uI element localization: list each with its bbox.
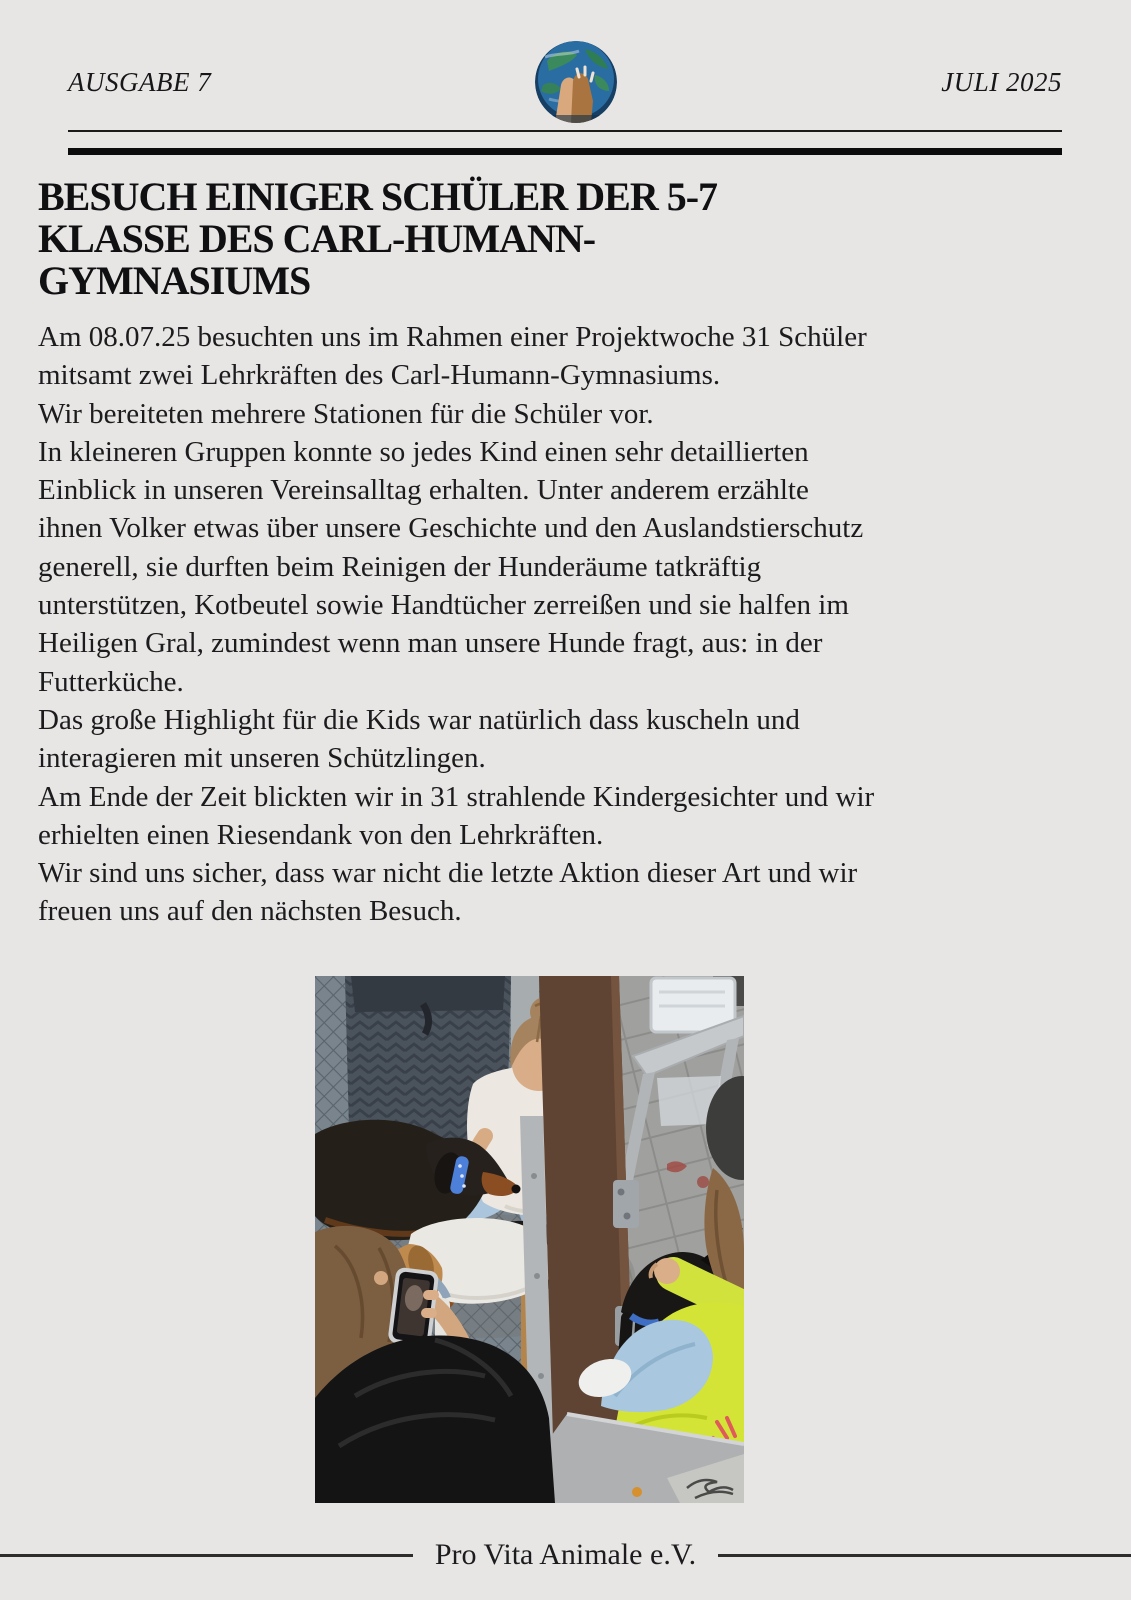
article-body xyxy=(38,318,1078,931)
body-line: Wir sind uns sicher, dass war nicht die letzte Aktion dieser Art und wir xyxy=(38,857,858,890)
body-line: erhielten einen Riesendank von den Lehrkräften. xyxy=(38,818,604,851)
divider-thin xyxy=(68,130,1062,132)
body-line: Am Ende der Zeit blickten wir in 31 strahlende Kindergesichter und wir xyxy=(38,780,875,813)
body-line: Heiligen Gral, zumindest wenn man unsere Hunde fragt, aus: in der xyxy=(38,627,823,660)
body-line: mitsamt zwei Lehrkräften des Carl-Humann-Gymnasiums. xyxy=(38,359,721,392)
body-line: Futterküche. xyxy=(38,665,184,698)
footer-divider-left xyxy=(0,1554,413,1557)
divider-thick xyxy=(68,148,1062,155)
footer xyxy=(0,1538,1131,1572)
body-line: In kleineren Gruppen konnte so jedes Kind einen sehr detaillierten xyxy=(38,435,809,468)
article-photo xyxy=(315,976,744,1503)
body-line: generell, sie durften beim Reinigen der Hunderäume tatkräftig xyxy=(38,550,762,583)
body-line: Das große Highlight für die Kids war natürlich dass kuscheln und xyxy=(38,703,800,736)
body-line: ihnen Volker etwas über unsere Geschichte und den Auslandstierschutz xyxy=(38,512,864,545)
organization-name: Pro Vita Animale e.V. xyxy=(434,1538,697,1571)
footer-divider-right xyxy=(718,1554,1131,1557)
body-line: Am 08.07.25 besuchten uns im Rahmen einer Projektwoche 31 Schüler xyxy=(38,321,867,353)
masthead xyxy=(68,36,1062,128)
body-line: unterstützen, Kotbeutel sowie Handtücher zerreißen und sie halfen im xyxy=(38,589,849,622)
issue-label: AUSGABE 7 xyxy=(68,66,212,97)
body-line: freuen uns auf den nächsten Besuch. xyxy=(38,895,462,928)
body-line: Einblick in unseren Vereinsalltag erhalten. Unter anderem erzählte xyxy=(38,474,809,507)
article-title-line: KLASSE DES CARL-HUMANN- xyxy=(38,216,596,261)
article-title xyxy=(38,176,1068,302)
date-label: JULI 2025 xyxy=(941,66,1062,97)
article-title-line: BESUCH EINIGER SCHÜLER DER 5-7 xyxy=(38,174,718,219)
article-title-line: GYMNASIUMS xyxy=(38,258,311,303)
body-line: Wir bereiteten mehrere Stationen für die Schüler vor. xyxy=(38,397,654,430)
organization-logo-icon xyxy=(535,41,617,123)
body-line: interagieren mit unseren Schützlingen. xyxy=(38,742,486,775)
